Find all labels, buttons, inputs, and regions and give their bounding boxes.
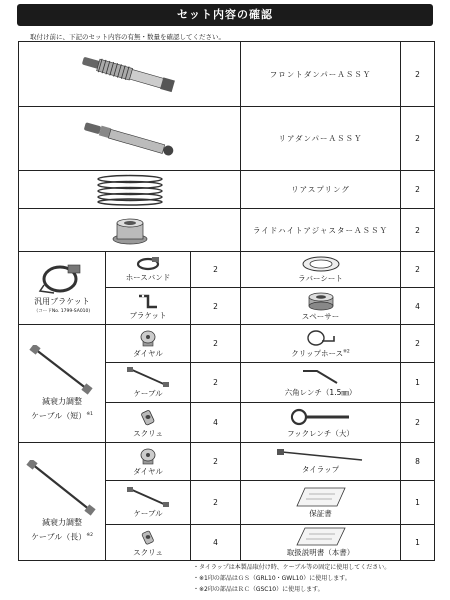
bracket-group-cell — [19, 252, 106, 325]
item-name: ブラケット — [129, 310, 167, 320]
item-qty: 2 — [191, 288, 241, 325]
bracket-group-code: （コードNo. 1799-SA010) — [33, 309, 91, 314]
bracket-cell — [106, 288, 191, 325]
item-name: タイラップ — [301, 465, 340, 474]
item-qty: 2 — [191, 252, 241, 288]
short-cable-label-2: ケーブル（短） — [31, 411, 87, 421]
clip-hose-mark: ※2 — [343, 349, 350, 355]
table-row — [19, 209, 435, 252]
short-cable-label-1: 減衰力調整 — [42, 396, 82, 406]
item-qty: 2 — [401, 107, 435, 171]
note-line: ・タイラップは本製品取付け時、ケーブル等の固定に使用してください。 — [193, 564, 391, 571]
rear-spring-image-cell — [19, 171, 241, 209]
table-row — [19, 443, 435, 481]
table-row — [19, 107, 435, 171]
item-name: スクリュ — [133, 548, 163, 557]
item-name: クリップホース — [291, 349, 344, 358]
hook-wrench-cell — [241, 403, 401, 443]
item-name: ダイヤル — [133, 349, 163, 358]
short-cable-group-cell — [19, 325, 106, 443]
screw-cell — [106, 525, 191, 561]
item-qty: 1 — [401, 363, 435, 403]
item-name: フックレンチ（大） — [287, 429, 354, 438]
spacer-cell — [241, 288, 401, 325]
item-qty: 4 — [401, 288, 435, 325]
spacer-icon — [304, 291, 338, 311]
note-line: ・※2印の部品はＲＣ（GSC10）に使用します。 — [193, 586, 324, 593]
ride-height-adjuster-icon — [110, 213, 150, 247]
section-title: セット内容の確認 — [17, 4, 433, 26]
cable-long-icon — [26, 460, 98, 516]
rear-damper-image-cell — [19, 107, 241, 171]
hook-wrench-icon — [289, 406, 353, 428]
table-row — [19, 171, 435, 209]
clip-hose-cell — [241, 325, 401, 363]
table-row — [19, 252, 435, 288]
manual-cell — [241, 525, 401, 561]
cable-icon — [126, 366, 170, 388]
cable-cell — [106, 481, 191, 525]
dial-icon — [138, 446, 158, 466]
rubber-sheet-cell — [241, 252, 401, 288]
ride-height-adjuster-image-cell — [19, 209, 241, 252]
item-name: スクリュ — [133, 429, 163, 438]
table-row — [19, 42, 435, 107]
item-name: ケーブル — [133, 509, 163, 518]
item-name: ダイヤル — [133, 467, 163, 476]
note-line: ・※1印の部品はＧＳ（GRL10・GWL10）に使用します。 — [193, 575, 351, 582]
long-cable-mark: ※2 — [86, 532, 93, 538]
intro-text: 取付け前に、下記のセット内容の有無・数量を確認してください。 — [30, 33, 225, 41]
bracket-icon — [136, 292, 160, 310]
cable-icon — [126, 486, 170, 508]
bracket-group-label: 汎用ブラケット — [34, 297, 90, 306]
item-qty: 2 — [191, 481, 241, 525]
hex-wrench-cell — [241, 363, 401, 403]
item-name: 保証書 — [309, 509, 332, 518]
clip-hose-icon — [304, 328, 338, 348]
tie-wrap-cell — [241, 443, 401, 481]
item-qty: 8 — [401, 443, 435, 481]
item-qty: 1 — [401, 481, 435, 525]
dial-icon — [138, 328, 158, 348]
screw-icon — [137, 406, 159, 428]
rubber-sheet-icon — [301, 255, 341, 273]
item-qty: 2 — [401, 325, 435, 363]
item-qty: 2 — [191, 363, 241, 403]
table-row — [19, 325, 435, 363]
dial-cell — [106, 443, 191, 481]
cable-cell — [106, 363, 191, 403]
item-name: ライドハイトアジャスターＡＳＳＹ — [241, 209, 401, 252]
item-qty: 2 — [401, 171, 435, 209]
long-cable-label-1: 減衰力調整 — [42, 517, 82, 527]
item-qty: 2 — [191, 443, 241, 481]
item-name: フロントダンパーＡＳＳＹ — [241, 42, 401, 107]
warranty-cell — [241, 481, 401, 525]
item-name: ケーブル — [133, 389, 163, 398]
item-name: リアスプリング — [241, 171, 401, 209]
short-cable-mark: ※1 — [86, 411, 93, 417]
hex-wrench-icon — [299, 367, 343, 387]
item-qty: 2 — [401, 403, 435, 443]
item-name: リアダンパーＡＳＳＹ — [241, 107, 401, 171]
hose-band-bracket-icon — [38, 261, 86, 295]
parts-table — [18, 41, 435, 561]
item-name: ホースバンド — [125, 273, 171, 282]
rear-damper-icon — [75, 114, 185, 164]
screw-icon — [137, 527, 159, 547]
notes — [193, 562, 390, 595]
long-cable-label-2: ケーブル（長） — [31, 532, 87, 542]
item-qty: 4 — [191, 525, 241, 561]
item-name: 六角レンチ（1.5㎜） — [284, 388, 357, 397]
screw-cell — [106, 403, 191, 443]
front-damper-image-cell — [19, 42, 241, 107]
front-damper-icon — [75, 49, 185, 99]
item-qty: 2 — [401, 252, 435, 288]
item-qty: 4 — [191, 403, 241, 443]
item-name: スペーサー — [301, 311, 340, 321]
hose-band-icon — [135, 256, 161, 272]
warranty-document-icon — [295, 486, 347, 508]
hose-band-cell — [106, 252, 191, 288]
cable-short-icon — [27, 345, 97, 395]
item-qty: 2 — [401, 42, 435, 107]
item-name: 取扱説明書（本書） — [286, 548, 355, 557]
dial-cell — [106, 325, 191, 363]
manual-document-icon — [295, 527, 347, 547]
long-cable-group-cell — [19, 443, 106, 561]
item-qty: 1 — [401, 525, 435, 561]
item-qty: 2 — [191, 325, 241, 363]
item-qty: 2 — [401, 209, 435, 252]
tie-wrap-icon — [276, 448, 366, 464]
item-name: ラバーシート — [298, 274, 343, 283]
rear-spring-icon — [95, 174, 165, 206]
